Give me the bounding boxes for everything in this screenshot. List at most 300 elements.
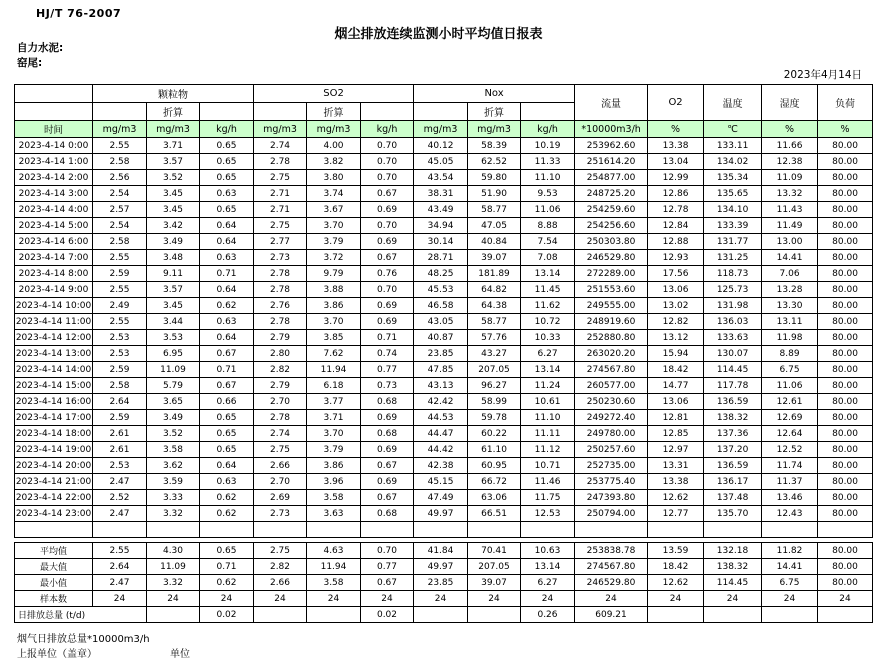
spacer-row: [15, 522, 873, 538]
unit-header: mg/m3: [147, 121, 200, 138]
value-cell: 15.94: [648, 346, 704, 362]
summary-value: 3.58: [307, 575, 361, 591]
empty-cell: [521, 522, 575, 538]
unit-header: mg/m3: [468, 121, 521, 138]
summary-value: 2.66: [254, 575, 307, 591]
value-cell: 118.73: [704, 266, 762, 282]
summary-value: 24: [414, 591, 468, 607]
value-cell: 2.75: [254, 218, 307, 234]
value-cell: 13.32: [762, 186, 818, 202]
value-cell: 2.66: [254, 458, 307, 474]
value-cell: 3.71: [307, 410, 361, 426]
value-cell: 58.39: [468, 138, 521, 154]
header-row-units: [15, 121, 873, 138]
value-cell: 7.08: [521, 250, 575, 266]
summary-value: 24: [307, 591, 361, 607]
value-cell: 3.42: [147, 218, 200, 234]
value-cell: 48.25: [414, 266, 468, 282]
value-cell: 0.64: [200, 218, 254, 234]
summary-row: [15, 607, 873, 623]
group-header: Nox: [414, 85, 575, 103]
value-cell: 250303.80: [575, 234, 648, 250]
value-cell: 3.52: [147, 170, 200, 186]
value-cell: 12.85: [648, 426, 704, 442]
time-cell: 2023-4-14 19:00: [15, 442, 93, 458]
value-cell: 9.79: [307, 266, 361, 282]
summary-table: [14, 542, 873, 623]
value-cell: 12.38: [762, 154, 818, 170]
value-cell: 2.71: [254, 186, 307, 202]
time-cell: 2023-4-14 11:00: [15, 314, 93, 330]
summary-value: 24: [762, 591, 818, 607]
value-cell: 60.22: [468, 426, 521, 442]
value-cell: 2.75: [254, 442, 307, 458]
summary-value: 138.32: [704, 559, 762, 575]
value-cell: 2.76: [254, 298, 307, 314]
value-cell: 3.85: [307, 330, 361, 346]
value-cell: 2.58: [93, 234, 147, 250]
time-cell: 2023-4-14 22:00: [15, 490, 93, 506]
time-column-header: 时间: [15, 121, 93, 138]
value-cell: 2.78: [254, 154, 307, 170]
value-cell: 11.10: [521, 170, 575, 186]
value-cell: 80.00: [818, 474, 873, 490]
value-cell: 47.49: [414, 490, 468, 506]
value-cell: 34.94: [414, 218, 468, 234]
value-cell: 2.79: [254, 378, 307, 394]
value-cell: 10.19: [521, 138, 575, 154]
summary-label: 最大值: [15, 559, 93, 575]
value-cell: 3.58: [147, 442, 200, 458]
value-cell: 14.41: [762, 250, 818, 266]
value-cell: 0.63: [200, 474, 254, 490]
value-cell: 80.00: [818, 170, 873, 186]
summary-value: 24: [200, 591, 254, 607]
value-cell: 80.00: [818, 282, 873, 298]
summary-value: 80.00: [818, 559, 873, 575]
value-cell: 13.14: [521, 362, 575, 378]
value-cell: 0.68: [361, 506, 414, 522]
value-cell: 6.27: [521, 346, 575, 362]
value-cell: 58.77: [468, 202, 521, 218]
value-cell: 44.47: [414, 426, 468, 442]
summary-value: 6.75: [762, 575, 818, 591]
subheader-empty: [254, 103, 307, 121]
summary-value: 0.70: [361, 543, 414, 559]
empty-cell: [93, 522, 147, 538]
value-cell: 3.70: [307, 426, 361, 442]
value-cell: 131.77: [704, 234, 762, 250]
value-cell: 254259.60: [575, 202, 648, 218]
value-cell: 3.79: [307, 442, 361, 458]
value-cell: 13.14: [521, 266, 575, 282]
time-cell: 2023-4-14 0:00: [15, 138, 93, 154]
summary-value: 609.21: [575, 607, 648, 623]
value-cell: 0.63: [200, 314, 254, 330]
data-row: [15, 170, 873, 186]
value-cell: 2.78: [254, 410, 307, 426]
value-cell: 7.62: [307, 346, 361, 362]
value-cell: 0.76: [361, 266, 414, 282]
value-cell: 13.00: [762, 234, 818, 250]
value-cell: 3.62: [147, 458, 200, 474]
report-tables: [14, 84, 873, 623]
report-title: 烟尘排放连续监测小时平均值日报表: [334, 27, 543, 42]
value-cell: 11.75: [521, 490, 575, 506]
corner-cell: [15, 103, 93, 121]
value-cell: 135.34: [704, 170, 762, 186]
report-org-label: 上报单位（盖章）: [17, 649, 97, 660]
value-cell: 246529.80: [575, 250, 648, 266]
summary-value: 2.47: [93, 575, 147, 591]
empty-cell: [307, 522, 361, 538]
value-cell: 11.94: [307, 362, 361, 378]
summary-value: [307, 607, 361, 623]
value-cell: 58.77: [468, 314, 521, 330]
value-cell: 39.07: [468, 250, 521, 266]
summary-value: 24: [704, 591, 762, 607]
value-cell: 2.82: [254, 362, 307, 378]
time-cell: 2023-4-14 1:00: [15, 154, 93, 170]
value-cell: 136.03: [704, 314, 762, 330]
data-row: [15, 234, 873, 250]
value-cell: 10.71: [521, 458, 575, 474]
value-cell: 2.70: [254, 394, 307, 410]
value-cell: 3.80: [307, 170, 361, 186]
value-cell: 3.32: [147, 506, 200, 522]
value-cell: 3.86: [307, 298, 361, 314]
value-cell: 137.20: [704, 442, 762, 458]
value-cell: 80.00: [818, 314, 873, 330]
empty-cell: [414, 522, 468, 538]
empty-cell: [254, 522, 307, 538]
unit-header: %: [818, 121, 873, 138]
value-cell: 2.57: [93, 202, 147, 218]
value-cell: 135.70: [704, 506, 762, 522]
value-cell: 2.73: [254, 506, 307, 522]
value-cell: 2.73: [254, 250, 307, 266]
unit-header: mg/m3: [414, 121, 468, 138]
value-cell: 0.65: [200, 202, 254, 218]
value-cell: 47.85: [414, 362, 468, 378]
value-cell: 3.96: [307, 474, 361, 490]
unit-header: kg/h: [200, 121, 254, 138]
summary-value: 0.71: [200, 559, 254, 575]
value-cell: 12.82: [648, 314, 704, 330]
value-cell: 0.70: [361, 170, 414, 186]
value-cell: 3.48: [147, 250, 200, 266]
value-cell: 2.58: [93, 154, 147, 170]
value-cell: 11.62: [521, 298, 575, 314]
value-cell: 38.31: [414, 186, 468, 202]
header-row-groups: [15, 85, 873, 103]
value-cell: 49.97: [414, 506, 468, 522]
value-cell: 249780.00: [575, 426, 648, 442]
group-header: SO2: [254, 85, 414, 103]
value-cell: 252735.00: [575, 458, 648, 474]
summary-value: 12.62: [648, 575, 704, 591]
value-cell: 80.00: [818, 490, 873, 506]
time-cell: 2023-4-14 12:00: [15, 330, 93, 346]
summary-value: 24: [468, 591, 521, 607]
summary-value: 24: [575, 591, 648, 607]
summary-value: 13.59: [648, 543, 704, 559]
summary-value: 2.55: [93, 543, 147, 559]
unit-header: ℃: [704, 121, 762, 138]
summary-value: [254, 607, 307, 623]
value-cell: 80.00: [818, 330, 873, 346]
summary-value: 6.27: [521, 575, 575, 591]
value-cell: 250794.00: [575, 506, 648, 522]
summary-value: 11.09: [147, 559, 200, 575]
value-cell: 4.00: [307, 138, 361, 154]
time-cell: 2023-4-14 23:00: [15, 506, 93, 522]
value-cell: 80.00: [818, 298, 873, 314]
value-cell: 12.52: [762, 442, 818, 458]
time-cell: 2023-4-14 5:00: [15, 218, 93, 234]
value-cell: 3.49: [147, 410, 200, 426]
data-row: [15, 138, 873, 154]
summary-value: 4.63: [307, 543, 361, 559]
value-cell: 3.72: [307, 250, 361, 266]
unit-header: *10000m3/h: [575, 121, 648, 138]
value-cell: 7.06: [762, 266, 818, 282]
col-header: 温度: [704, 85, 762, 121]
value-cell: 0.67: [200, 346, 254, 362]
value-cell: 13.38: [648, 138, 704, 154]
value-cell: 136.59: [704, 394, 762, 410]
value-cell: 80.00: [818, 362, 873, 378]
time-cell: 2023-4-14 15:00: [15, 378, 93, 394]
value-cell: 2.47: [93, 506, 147, 522]
value-cell: 3.44: [147, 314, 200, 330]
value-cell: 80.00: [818, 202, 873, 218]
data-row: [15, 362, 873, 378]
value-cell: 80.00: [818, 154, 873, 170]
summary-value: 13.14: [521, 559, 575, 575]
time-cell: 2023-4-14 21:00: [15, 474, 93, 490]
value-cell: 252880.80: [575, 330, 648, 346]
value-cell: 272289.00: [575, 266, 648, 282]
value-cell: 253775.40: [575, 474, 648, 490]
time-cell: 2023-4-14 17:00: [15, 410, 93, 426]
value-cell: 0.70: [361, 138, 414, 154]
value-cell: 9.53: [521, 186, 575, 202]
value-cell: 3.79: [307, 234, 361, 250]
empty-cell: [361, 522, 414, 538]
value-cell: 134.10: [704, 202, 762, 218]
empty-cell: [648, 522, 704, 538]
summary-value: 0.26: [521, 607, 575, 623]
value-cell: 3.71: [147, 138, 200, 154]
value-cell: 2.61: [93, 442, 147, 458]
value-cell: 64.82: [468, 282, 521, 298]
empty-cell: [468, 522, 521, 538]
value-cell: 11.09: [762, 170, 818, 186]
value-cell: 13.38: [648, 474, 704, 490]
value-cell: 11.06: [521, 202, 575, 218]
summary-value: 24: [521, 591, 575, 607]
value-cell: 247393.80: [575, 490, 648, 506]
value-cell: 8.89: [762, 346, 818, 362]
value-cell: 274567.80: [575, 362, 648, 378]
value-cell: 3.45: [147, 202, 200, 218]
data-row: [15, 330, 873, 346]
data-row: [15, 298, 873, 314]
standard-code: HJ/T 76-2007: [36, 7, 122, 20]
value-cell: 80.00: [818, 186, 873, 202]
summary-value: 0.02: [200, 607, 254, 623]
value-cell: 12.53: [521, 506, 575, 522]
value-cell: 9.11: [147, 266, 200, 282]
value-cell: 8.88: [521, 218, 575, 234]
summary-value: 24: [648, 591, 704, 607]
value-cell: 249272.40: [575, 410, 648, 426]
summary-value: 80.00: [818, 575, 873, 591]
value-cell: 45.05: [414, 154, 468, 170]
value-cell: 42.38: [414, 458, 468, 474]
summary-value: [414, 607, 468, 623]
summary-row: [15, 591, 873, 607]
value-cell: 6.18: [307, 378, 361, 394]
value-cell: 3.82: [307, 154, 361, 170]
col-header: O2: [648, 85, 704, 121]
value-cell: 2.54: [93, 218, 147, 234]
value-cell: 133.63: [704, 330, 762, 346]
empty-cell: [704, 522, 762, 538]
value-cell: 44.42: [414, 442, 468, 458]
empty-cell: [575, 522, 648, 538]
value-cell: 2.77: [254, 234, 307, 250]
value-cell: 0.65: [200, 426, 254, 442]
value-cell: 2.70: [254, 474, 307, 490]
summary-value: 14.41: [762, 559, 818, 575]
value-cell: 12.77: [648, 506, 704, 522]
subheader-empty: [361, 103, 414, 121]
summary-value: 114.45: [704, 575, 762, 591]
summary-value: 0.67: [361, 575, 414, 591]
value-cell: 80.00: [818, 250, 873, 266]
value-cell: 248919.60: [575, 314, 648, 330]
value-cell: 13.46: [762, 490, 818, 506]
subheader-empty: [521, 103, 575, 121]
time-cell: 2023-4-14 8:00: [15, 266, 93, 282]
summary-value: [468, 607, 521, 623]
value-cell: 59.78: [468, 410, 521, 426]
value-cell: 23.85: [414, 346, 468, 362]
value-cell: 2.64: [93, 394, 147, 410]
value-cell: 11.10: [521, 410, 575, 426]
value-cell: 2.59: [93, 266, 147, 282]
value-cell: 13.30: [762, 298, 818, 314]
summary-value: 132.18: [704, 543, 762, 559]
value-cell: 131.98: [704, 298, 762, 314]
value-cell: 11.06: [762, 378, 818, 394]
subheader-empty: [200, 103, 254, 121]
group-header: 颗粒物: [93, 85, 254, 103]
value-cell: 12.64: [762, 426, 818, 442]
value-cell: 6.95: [147, 346, 200, 362]
value-cell: 117.78: [704, 378, 762, 394]
subheader-converted: 折算: [468, 103, 521, 121]
value-cell: 6.75: [762, 362, 818, 378]
summary-value: 11.94: [307, 559, 361, 575]
data-row: [15, 506, 873, 522]
col-header: 负荷: [818, 85, 873, 121]
value-cell: 2.74: [254, 426, 307, 442]
value-cell: 12.81: [648, 410, 704, 426]
summary-value: 253838.78: [575, 543, 648, 559]
value-cell: 3.33: [147, 490, 200, 506]
value-cell: 62.52: [468, 154, 521, 170]
value-cell: 61.10: [468, 442, 521, 458]
value-cell: 2.79: [254, 330, 307, 346]
data-row: [15, 250, 873, 266]
value-cell: 66.51: [468, 506, 521, 522]
value-cell: 181.89: [468, 266, 521, 282]
value-cell: 45.15: [414, 474, 468, 490]
value-cell: 254256.60: [575, 218, 648, 234]
value-cell: 11.24: [521, 378, 575, 394]
value-cell: 2.56: [93, 170, 147, 186]
unit-header: mg/m3: [307, 121, 361, 138]
value-cell: 44.53: [414, 410, 468, 426]
value-cell: 12.69: [762, 410, 818, 426]
value-cell: 0.71: [361, 330, 414, 346]
value-cell: 3.53: [147, 330, 200, 346]
value-cell: 0.63: [200, 186, 254, 202]
report-date: 2023年4月14日: [783, 69, 862, 81]
value-cell: 2.59: [93, 362, 147, 378]
value-cell: 0.69: [361, 474, 414, 490]
value-cell: 13.02: [648, 298, 704, 314]
value-cell: 0.65: [200, 442, 254, 458]
value-cell: 11.12: [521, 442, 575, 458]
value-cell: 13.28: [762, 282, 818, 298]
value-cell: 0.69: [361, 314, 414, 330]
value-cell: 263020.20: [575, 346, 648, 362]
value-cell: 0.67: [361, 490, 414, 506]
value-cell: 2.53: [93, 346, 147, 362]
time-cell: 2023-4-14 14:00: [15, 362, 93, 378]
value-cell: 125.73: [704, 282, 762, 298]
value-cell: 0.73: [361, 378, 414, 394]
value-cell: 60.95: [468, 458, 521, 474]
value-cell: 40.84: [468, 234, 521, 250]
value-cell: 0.69: [361, 298, 414, 314]
value-cell: 3.77: [307, 394, 361, 410]
value-cell: 66.72: [468, 474, 521, 490]
summary-value: 246529.80: [575, 575, 648, 591]
summary-value: 10.63: [521, 543, 575, 559]
value-cell: 80.00: [818, 266, 873, 282]
summary-value: 24: [93, 591, 147, 607]
value-cell: 3.57: [147, 282, 200, 298]
unit-header: kg/h: [361, 121, 414, 138]
value-cell: 134.02: [704, 154, 762, 170]
value-cell: 11.98: [762, 330, 818, 346]
value-cell: 2.53: [93, 458, 147, 474]
value-cell: 0.62: [200, 490, 254, 506]
value-cell: 43.05: [414, 314, 468, 330]
value-cell: 12.43: [762, 506, 818, 522]
value-cell: 0.67: [361, 458, 414, 474]
summary-label: 日排放总量 (t/d): [15, 607, 147, 623]
value-cell: 0.70: [361, 218, 414, 234]
corner-cell: [15, 85, 93, 103]
value-cell: 254877.00: [575, 170, 648, 186]
value-cell: 13.11: [762, 314, 818, 330]
